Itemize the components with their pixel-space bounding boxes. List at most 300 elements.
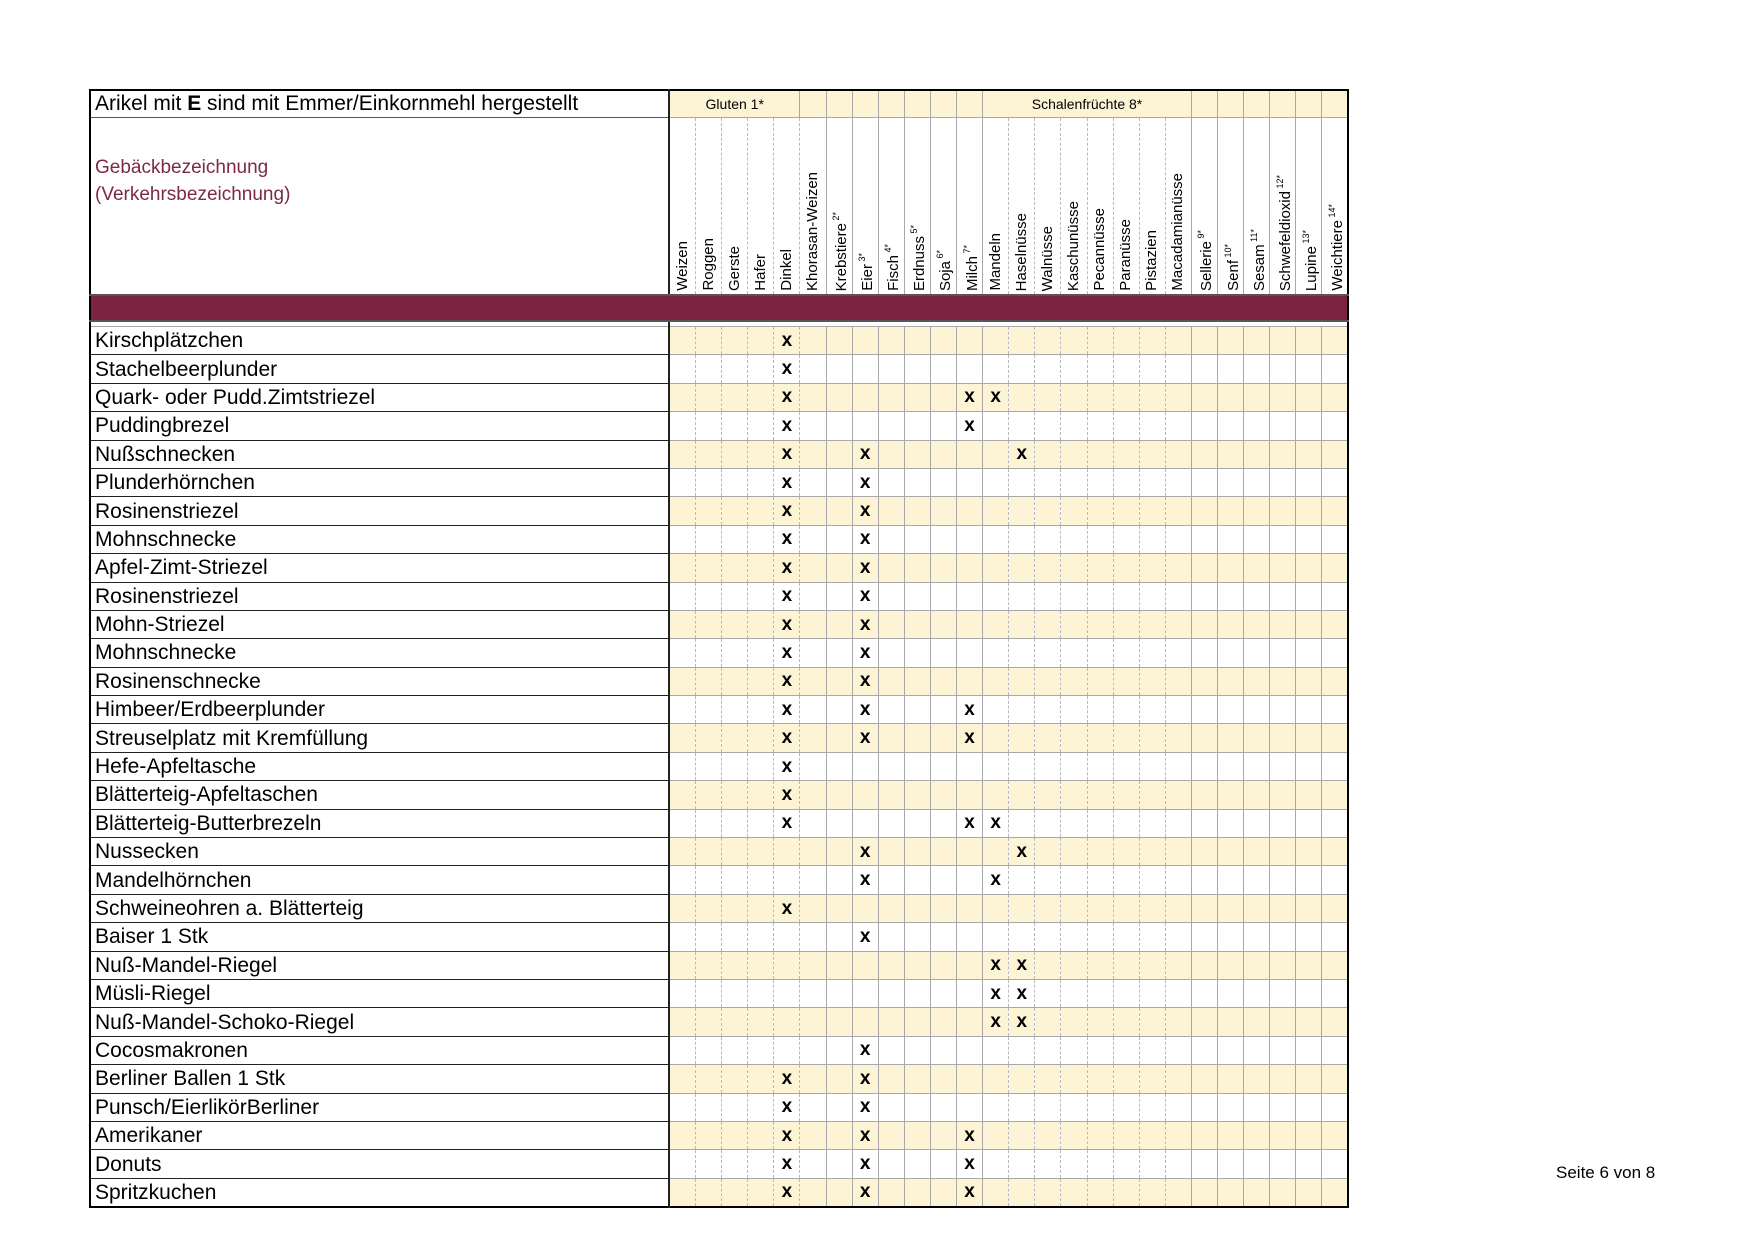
column-header-label — [958, 245, 982, 291]
allergen-cell — [930, 1150, 956, 1178]
column-label-text: Weichtiere — [1328, 220, 1346, 291]
allergen-cell — [826, 327, 852, 355]
column-label-text: Eier — [859, 264, 877, 291]
allergen-cell — [800, 1150, 826, 1178]
product-name: Mandelhörnchen — [90, 866, 669, 894]
allergen-cell — [696, 525, 722, 553]
allergen-cell — [1322, 1065, 1349, 1093]
column-header-label — [1013, 213, 1031, 291]
allergen-cell — [1061, 894, 1087, 922]
product-name: Hefe-Apfeltasche — [90, 752, 669, 780]
allergen-cell — [1139, 1093, 1165, 1121]
allergen-cell — [930, 752, 956, 780]
allergen-cell — [1139, 1178, 1165, 1207]
allergen-mark: x — [852, 724, 878, 752]
allergen-cell — [1139, 525, 1165, 553]
allergen-mark: x — [774, 327, 800, 355]
allergen-cell — [1191, 582, 1217, 610]
column-header-label — [1117, 219, 1135, 291]
allergen-cell — [1191, 355, 1217, 383]
allergen-cell — [1035, 1008, 1061, 1036]
allergen-cell — [722, 696, 748, 724]
desc-line-2: (Verkehrsbezeichnung) — [95, 184, 291, 205]
allergen-cell — [1113, 894, 1139, 922]
allergen-cell — [669, 497, 696, 525]
allergen-cell — [1165, 327, 1191, 355]
table-row — [90, 383, 1348, 411]
allergen-cell — [1296, 951, 1322, 979]
allergen-cell — [904, 809, 930, 837]
allergen-cell — [722, 752, 748, 780]
allergen-cell — [1296, 639, 1322, 667]
allergen-cell — [1139, 440, 1165, 468]
allergen-cell — [669, 923, 696, 951]
header-blank-cell — [904, 90, 930, 118]
allergen-cell — [1322, 1121, 1349, 1149]
allergen-cell — [826, 610, 852, 638]
allergen-cell — [1113, 468, 1139, 496]
allergen-cell — [1035, 951, 1061, 979]
allergen-cell — [1139, 1036, 1165, 1064]
allergen-cell — [1296, 582, 1322, 610]
header-blank-cell — [826, 90, 852, 118]
section-band-cell — [90, 295, 1348, 321]
allergen-cell — [1191, 440, 1217, 468]
product-name: Streuselplatz mit Kremfüllung — [90, 724, 669, 752]
allergen-mark: x — [957, 1121, 983, 1149]
allergen-cell — [878, 781, 904, 809]
allergen-mark: x — [852, 1150, 878, 1178]
allergen-cell — [1191, 866, 1217, 894]
allergen-cell — [983, 838, 1009, 866]
allergen-cell — [930, 1008, 956, 1036]
allergen-cell — [1165, 1121, 1191, 1149]
allergen-cell — [878, 1121, 904, 1149]
allergen-cell — [669, 639, 696, 667]
allergen-cell — [669, 1036, 696, 1064]
allergen-cell — [1165, 525, 1191, 553]
allergen-cell — [852, 412, 878, 440]
column-footnote: 2* — [831, 211, 842, 223]
allergen-cell — [1165, 1150, 1191, 1178]
allergen-cell — [1217, 412, 1243, 440]
allergen-cell — [826, 667, 852, 695]
column-label-text: Walnüsse — [1038, 225, 1056, 291]
allergen-cell — [1270, 838, 1296, 866]
allergen-cell — [957, 866, 983, 894]
allergen-cell — [1191, 951, 1217, 979]
allergen-cell — [1087, 979, 1113, 1007]
allergen-cell — [1296, 497, 1322, 525]
allergen-cell — [1270, 468, 1296, 496]
allergen-cell — [826, 894, 852, 922]
header-blank-cell — [1270, 90, 1296, 118]
allergen-cell — [722, 1008, 748, 1036]
allergen-cell — [1217, 440, 1243, 468]
allergen-cell — [930, 894, 956, 922]
allergen-cell — [930, 1065, 956, 1093]
allergen-cell — [1009, 1036, 1035, 1064]
allergen-cell — [1035, 781, 1061, 809]
product-name: Kirschplätzchen — [90, 327, 669, 355]
column-footnote: 13* — [1300, 229, 1311, 246]
allergen-cell — [800, 497, 826, 525]
table-row — [90, 951, 1348, 979]
allergen-cell — [1270, 355, 1296, 383]
allergen-cell — [1139, 724, 1165, 752]
allergen-cell — [1035, 1093, 1061, 1121]
group-header-gluten: Gluten 1* — [669, 90, 800, 118]
allergen-cell — [1270, 724, 1296, 752]
allergen-cell — [826, 582, 852, 610]
allergen-cell — [852, 752, 878, 780]
allergen-cell — [1217, 809, 1243, 837]
column-footnote: 9* — [1196, 229, 1207, 241]
allergen-cell — [1087, 1093, 1113, 1121]
allergen-cell — [1087, 667, 1113, 695]
allergen-cell — [878, 667, 904, 695]
allergen-cell — [1087, 923, 1113, 951]
allergen-cell — [1061, 838, 1087, 866]
allergen-cell — [1139, 752, 1165, 780]
allergen-cell — [1322, 838, 1349, 866]
allergen-cell — [1061, 724, 1087, 752]
allergen-cell — [878, 923, 904, 951]
allergen-mark: x — [774, 667, 800, 695]
allergen-cell — [1165, 468, 1191, 496]
allergen-cell — [669, 979, 696, 1007]
allergen-cell — [1009, 1093, 1035, 1121]
allergen-cell — [748, 1150, 774, 1178]
allergen-cell — [1270, 554, 1296, 582]
name-column-header — [90, 118, 669, 296]
allergen-cell — [983, 440, 1009, 468]
allergen-cell — [957, 781, 983, 809]
column-label-text: Milch — [963, 255, 981, 291]
allergen-cell — [983, 724, 1009, 752]
allergen-cell — [826, 951, 852, 979]
allergen-cell — [1087, 468, 1113, 496]
allergen-cell — [1244, 667, 1270, 695]
allergen-cell — [669, 951, 696, 979]
allergen-cell — [722, 1036, 748, 1064]
allergen-cell — [1217, 383, 1243, 411]
allergen-cell — [1139, 809, 1165, 837]
allergen-cell — [1270, 383, 1296, 411]
allergen-cell — [1009, 582, 1035, 610]
allergen-cell — [1139, 497, 1165, 525]
allergen-mark: x — [957, 809, 983, 837]
column-header-label — [1143, 230, 1161, 291]
allergen-cell — [1322, 1093, 1349, 1121]
column-header-label — [931, 250, 955, 291]
allergen-cell — [1087, 838, 1113, 866]
allergen-cell — [930, 1178, 956, 1207]
allergen-cell — [957, 610, 983, 638]
allergen-cell — [722, 440, 748, 468]
allergen-cell — [1270, 809, 1296, 837]
allergen-cell — [748, 894, 774, 922]
table-row — [90, 979, 1348, 1007]
allergen-cell — [1322, 1036, 1349, 1064]
allergen-cell — [1139, 468, 1165, 496]
allergen-cell — [1244, 866, 1270, 894]
allergen-cell — [826, 1065, 852, 1093]
allergen-mark: x — [852, 838, 878, 866]
column-header-khorasan-weizen — [800, 118, 826, 296]
allergen-cell — [826, 1121, 852, 1149]
column-label-text: Paranüsse — [1117, 219, 1135, 291]
allergen-cell — [852, 327, 878, 355]
allergen-cell — [1035, 355, 1061, 383]
allergen-cell — [722, 610, 748, 638]
allergen-cell — [826, 440, 852, 468]
allergen-cell — [1191, 1121, 1217, 1149]
allergen-cell — [1009, 809, 1035, 837]
allergen-cell — [957, 327, 983, 355]
allergen-cell — [904, 497, 930, 525]
table-row — [90, 468, 1348, 496]
group-header-nuts: Schalenfrüchte 8* — [983, 90, 1192, 118]
allergen-cell — [1035, 525, 1061, 553]
allergen-cell — [1009, 1065, 1035, 1093]
allergen-cell — [904, 468, 930, 496]
allergen-cell — [1191, 894, 1217, 922]
column-footnote: 10* — [1222, 244, 1233, 261]
allergen-cell — [826, 412, 852, 440]
column-header-weichtiere — [1322, 118, 1349, 296]
allergen-cell — [800, 554, 826, 582]
allergen-cell — [1087, 639, 1113, 667]
allergen-cell — [1165, 440, 1191, 468]
allergen-cell — [800, 838, 826, 866]
allergen-cell — [1113, 1178, 1139, 1207]
allergen-cell — [696, 383, 722, 411]
allergen-cell — [1244, 383, 1270, 411]
desc-line-1: Gebäckbezeichnung — [95, 157, 269, 178]
product-name: Amerikaner — [90, 1121, 669, 1149]
title-suffix: sind mit Emmer/Einkornmehl hergestellt — [201, 92, 579, 115]
allergen-mark: x — [852, 667, 878, 695]
allergen-cell — [904, 582, 930, 610]
allergen-cell — [696, 610, 722, 638]
allergen-cell — [1217, 582, 1243, 610]
allergen-cell — [1270, 525, 1296, 553]
allergen-cell — [696, 809, 722, 837]
allergen-cell — [1191, 554, 1217, 582]
allergen-cell — [904, 525, 930, 553]
allergen-cell — [1113, 1036, 1139, 1064]
allergen-cell — [1009, 1150, 1035, 1178]
allergen-cell — [1191, 497, 1217, 525]
column-header-row — [90, 118, 1348, 296]
allergen-cell — [930, 497, 956, 525]
allergen-cell — [1139, 582, 1165, 610]
column-label-text: Sesam — [1250, 244, 1268, 291]
allergen-cell — [878, 951, 904, 979]
allergen-cell — [1296, 412, 1322, 440]
allergen-cell — [930, 1093, 956, 1121]
product-name: Müsli-Riegel — [90, 979, 669, 1007]
allergen-cell — [748, 1008, 774, 1036]
table-row — [90, 327, 1348, 355]
column-label-text: Dinkel — [777, 249, 795, 291]
allergen-mark: x — [957, 1178, 983, 1207]
allergen-mark: x — [774, 809, 800, 837]
allergen-cell — [930, 951, 956, 979]
allergen-cell — [1296, 838, 1322, 866]
allergen-cell — [669, 525, 696, 553]
allergen-mark: x — [1009, 838, 1035, 866]
allergen-cell — [748, 468, 774, 496]
allergen-cell — [878, 468, 904, 496]
allergen-cell — [878, 582, 904, 610]
column-header-label — [1297, 230, 1321, 291]
header-blank-cell — [852, 90, 878, 118]
allergen-mark: x — [774, 752, 800, 780]
product-name: Nuß-Mandel-Schoko-Riegel — [90, 1008, 669, 1036]
allergen-cell — [1087, 525, 1113, 553]
allergen-cell — [722, 667, 748, 695]
allergen-cell — [1139, 639, 1165, 667]
allergen-mark: x — [774, 554, 800, 582]
allergen-cell — [930, 1036, 956, 1064]
product-name: Nußschnecken — [90, 440, 669, 468]
allergen-cell — [826, 979, 852, 1007]
allergen-cell — [1165, 412, 1191, 440]
allergen-cell — [878, 894, 904, 922]
allergen-cell — [1009, 412, 1035, 440]
column-header-krebstiere — [826, 118, 852, 296]
allergen-cell — [1087, 752, 1113, 780]
allergen-cell — [1113, 355, 1139, 383]
allergen-cell — [904, 979, 930, 1007]
allergen-cell — [1061, 1008, 1087, 1036]
product-name: Blätterteig-Butterbrezeln — [90, 809, 669, 837]
allergen-cell — [1087, 1178, 1113, 1207]
column-label-text: Macadamianüsse — [1169, 173, 1187, 291]
allergen-cell — [1113, 1065, 1139, 1093]
header-blank-cell — [1191, 90, 1217, 118]
allergen-cell — [1217, 866, 1243, 894]
allergen-cell — [1113, 866, 1139, 894]
allergen-cell — [800, 1065, 826, 1093]
allergen-cell — [983, 468, 1009, 496]
allergen-cell — [1244, 724, 1270, 752]
allergen-cell — [1087, 440, 1113, 468]
allergen-cell — [1009, 639, 1035, 667]
header-blank-cell — [957, 90, 983, 118]
allergen-cell — [1061, 639, 1087, 667]
allergen-cell — [1035, 667, 1061, 695]
allergen-cell — [1244, 525, 1270, 553]
column-header-label — [726, 246, 744, 291]
allergen-cell — [1035, 838, 1061, 866]
allergen-cell — [1322, 497, 1349, 525]
allergen-cell — [800, 1178, 826, 1207]
allergen-cell — [1270, 1065, 1296, 1093]
allergen-cell — [1035, 610, 1061, 638]
allergen-cell — [800, 610, 826, 638]
allergen-cell — [1322, 809, 1349, 837]
allergen-cell — [1061, 667, 1087, 695]
allergen-cell — [878, 1008, 904, 1036]
allergen-cell — [1035, 412, 1061, 440]
allergen-cell — [1217, 1036, 1243, 1064]
allergen-cell — [878, 809, 904, 837]
allergen-cell — [1035, 554, 1061, 582]
table-title — [90, 90, 669, 118]
table-row — [90, 866, 1348, 894]
allergen-cell — [1061, 696, 1087, 724]
allergen-cell — [1191, 610, 1217, 638]
allergen-cell — [1296, 667, 1322, 695]
allergen-cell — [1165, 497, 1191, 525]
allergen-cell — [1191, 1093, 1217, 1121]
allergen-cell — [696, 894, 722, 922]
allergen-cell — [1113, 412, 1139, 440]
allergen-cell — [669, 440, 696, 468]
allergen-cell — [1244, 696, 1270, 724]
allergen-cell — [1322, 1008, 1349, 1036]
allergen-cell — [930, 355, 956, 383]
allergen-cell — [722, 1150, 748, 1178]
allergen-cell — [1270, 1178, 1296, 1207]
allergen-cell — [1061, 412, 1087, 440]
allergen-cell — [1296, 525, 1322, 553]
allergen-cell — [930, 440, 956, 468]
allergen-cell — [983, 497, 1009, 525]
allergen-cell — [696, 752, 722, 780]
column-header-label — [1039, 226, 1057, 291]
allergen-cell — [904, 1008, 930, 1036]
allergen-mark: x — [983, 1008, 1009, 1036]
allergen-cell — [1191, 1036, 1217, 1064]
allergen-cell — [1296, 809, 1322, 837]
allergen-cell — [878, 355, 904, 383]
column-label-text: Schwefeldioxid — [1276, 190, 1294, 291]
allergen-cell — [1113, 1150, 1139, 1178]
allergen-cell — [669, 894, 696, 922]
allergen-cell — [748, 1121, 774, 1149]
allergen-cell — [669, 1093, 696, 1121]
allergen-cell — [930, 383, 956, 411]
allergen-cell — [878, 1093, 904, 1121]
allergen-cell — [1113, 667, 1139, 695]
allergen-mark: x — [852, 1121, 878, 1149]
allergen-cell — [669, 866, 696, 894]
header-blank-cell — [878, 90, 904, 118]
allergen-cell — [1296, 383, 1322, 411]
header-blank-cell — [1217, 90, 1243, 118]
allergen-cell — [1035, 752, 1061, 780]
allergen-cell — [1035, 979, 1061, 1007]
allergen-cell — [1139, 923, 1165, 951]
allergen-cell — [1217, 468, 1243, 496]
column-header-label — [1192, 230, 1216, 291]
allergen-mark: x — [774, 639, 800, 667]
allergen-cell — [878, 866, 904, 894]
product-name: Plunderhörnchen — [90, 468, 669, 496]
allergen-cell — [878, 752, 904, 780]
allergen-cell — [930, 525, 956, 553]
allergen-cell — [1113, 525, 1139, 553]
allergen-cell — [748, 327, 774, 355]
product-name: Blätterteig-Apfeltaschen — [90, 781, 669, 809]
product-name: Himbeer/Erdbeerplunder — [90, 696, 669, 724]
allergen-mark: x — [983, 979, 1009, 1007]
allergen-cell — [930, 923, 956, 951]
